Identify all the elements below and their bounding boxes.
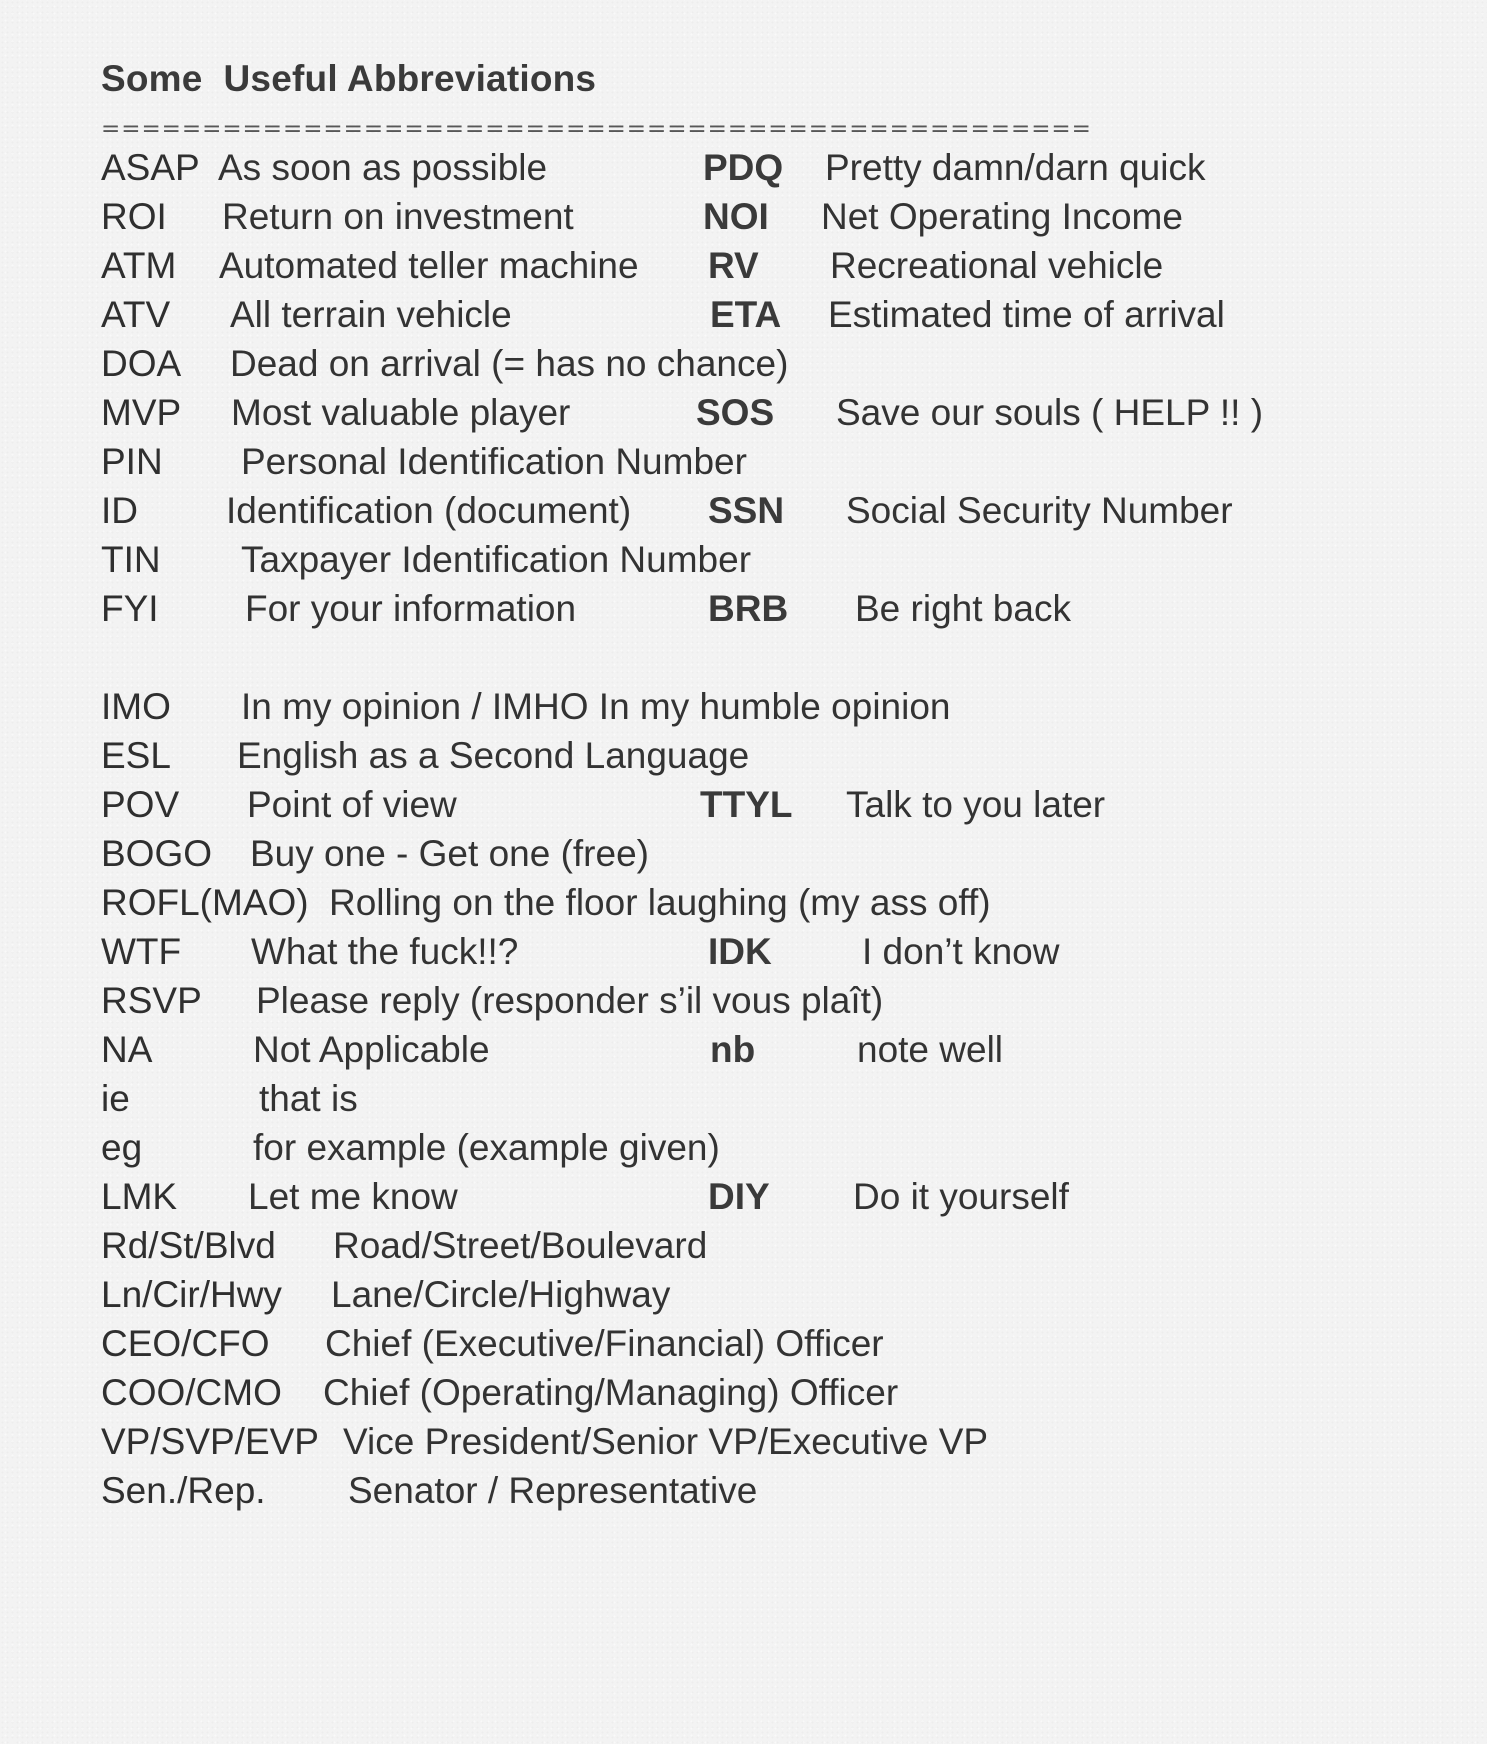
separator-rule: ================================================= [101,116,1092,142]
abbreviation-row [0,242,1487,290]
abbreviation-meaning: English as a Second Language [237,735,750,776]
abbreviation-term: COO/CMO [101,1372,282,1413]
abbreviation-meaning: Dead on arrival (= has no chance) [230,343,789,384]
abbreviation-meaning: Senator / Representative [348,1470,758,1511]
abbreviation-meaning-secondary: Be right back [855,588,1071,629]
abbreviation-meaning: Lane/Circle/Highway [331,1274,671,1315]
abbreviation-term: MVP [101,392,182,433]
abbreviation-meaning-secondary: Pretty damn/darn quick [825,147,1206,188]
abbreviation-term: Ln/Cir/Hwy [101,1274,282,1315]
abbreviation-row [0,1173,1487,1221]
abbreviation-term-secondary: SOS [696,392,775,433]
abbreviation-meaning: Taxpayer Identification Number [241,539,752,580]
abbreviation-meaning-secondary: Estimated time of arrival [828,294,1225,335]
abbreviation-term: POV [101,784,180,825]
abbreviation-term: ATM [101,245,177,286]
abbreviation-term: Rd/St/Blvd [101,1225,276,1266]
abbreviation-meaning: Vice President/Senior VP/Executive VP [343,1421,989,1462]
abbreviation-meaning: Personal Identification Number [241,441,747,482]
abbreviation-term: BOGO [101,833,213,874]
abbreviation-term-secondary: nb [710,1029,756,1070]
abbreviation-row [0,585,1487,633]
abbreviation-row [0,1369,1487,1417]
abbreviation-meaning: Buy one - Get one (free) [250,833,649,874]
abbreviation-meaning: Please reply (responder s’il vous plaît) [256,980,884,1021]
abbreviation-term: FYI [101,588,159,629]
abbreviation-term-secondary: ETA [710,294,782,335]
abbreviation-meaning: for example (example given) [253,1127,720,1168]
abbreviation-row [0,1418,1487,1466]
abbreviation-row [0,389,1487,437]
abbreviation-meaning: All terrain vehicle [230,294,512,335]
abbreviation-meaning-secondary: Recreational vehicle [830,245,1164,286]
abbreviation-term-secondary: IDK [708,931,772,972]
abbreviation-term: DOA [101,343,182,384]
abbreviation-term-secondary: NOI [703,196,769,237]
abbreviation-term-secondary: SSN [708,490,785,531]
abbreviation-row [0,732,1487,780]
abbreviation-meaning: Identification (document) [226,490,632,531]
abbreviation-meaning: Chief (Operating/Managing) Officer [323,1372,899,1413]
abbreviation-meaning-secondary: I don’t know [862,931,1060,972]
abbreviation-row [0,830,1487,878]
abbreviation-meaning: As soon as possible [218,147,548,188]
abbreviation-term: VP/SVP/EVP [101,1421,319,1462]
abbreviation-row [0,1124,1487,1172]
abbreviation-term: eg [101,1127,143,1168]
abbreviation-term: PIN [101,441,163,482]
abbreviation-row [0,1467,1487,1515]
abbreviation-row [0,1075,1487,1123]
abbreviation-term: ROFL(MAO) [101,882,309,923]
abbreviation-row [0,1222,1487,1270]
abbreviation-term: IMO [101,686,171,727]
abbreviation-row [0,1320,1487,1368]
abbreviation-term: RSVP [101,980,202,1021]
abbreviation-meaning: that is [259,1078,358,1119]
abbreviation-row [0,1271,1487,1319]
abbreviation-meaning-secondary: Net Operating Income [821,196,1183,237]
abbreviation-term: ATV [101,294,171,335]
abbreviation-meaning: In my opinion / IMHO In my humble opinion [241,686,951,727]
abbreviation-term: LMK [101,1176,178,1217]
abbreviation-term: Sen./Rep. [101,1470,266,1511]
abbreviation-term-secondary: RV [708,245,759,286]
abbreviation-term: CEO/CFO [101,1323,270,1364]
abbreviation-term-secondary: TTYL [700,784,793,825]
abbreviation-meaning: Return on investment [222,196,574,237]
abbreviation-term: WTF [101,931,182,972]
abbreviation-term: ASAP [101,147,200,188]
abbreviation-row [0,1026,1487,1074]
abbreviation-term: ESL [101,735,171,776]
abbreviation-meaning: Rolling on the floor laughing (my ass off) [329,882,991,923]
abbreviation-term: NA [101,1029,153,1070]
abbreviation-term: TIN [101,539,161,580]
abbreviation-row [0,879,1487,927]
abbreviation-meaning-secondary: Do it yourself [853,1176,1069,1217]
abbreviation-meaning: Most valuable player [231,392,571,433]
abbreviation-meaning: Point of view [247,784,457,825]
abbreviation-meaning-secondary: Social Security Number [846,490,1233,531]
abbreviation-row [0,438,1487,486]
abbreviation-row [0,781,1487,829]
abbreviation-row [0,928,1487,976]
abbreviation-term-secondary: BRB [708,588,789,629]
abbreviation-meaning: For your information [245,588,577,629]
abbreviation-meaning-secondary: note well [857,1029,1004,1070]
page-title: Some Useful Abbreviations [101,58,597,99]
abbreviation-row [0,683,1487,731]
abbreviation-meaning: Automated teller machine [219,245,639,286]
abbreviation-row [0,536,1487,584]
abbreviation-meaning: Let me know [248,1176,458,1217]
abbreviation-meaning: Not Applicable [253,1029,490,1070]
abbreviation-term-secondary: PDQ [703,147,784,188]
abbreviation-meaning: Road/Street/Boulevard [333,1225,708,1266]
abbreviation-term: ID [101,490,138,531]
abbreviation-row [0,291,1487,339]
abbreviation-row [0,144,1487,192]
abbreviation-row [0,977,1487,1025]
abbreviation-row [0,340,1487,388]
abbreviation-meaning: What the fuck!!? [251,931,519,972]
abbreviation-term: ie [101,1078,130,1119]
abbreviation-meaning-secondary: Talk to you later [846,784,1106,825]
abbreviation-term: ROI [101,196,167,237]
abbreviation-meaning-secondary: Save our souls ( HELP !! ) [836,392,1264,433]
abbreviation-row [0,193,1487,241]
abbreviation-term-secondary: DIY [708,1176,770,1217]
abbreviation-row [0,487,1487,535]
abbreviation-meaning: Chief (Executive/Financial) Officer [325,1323,884,1364]
